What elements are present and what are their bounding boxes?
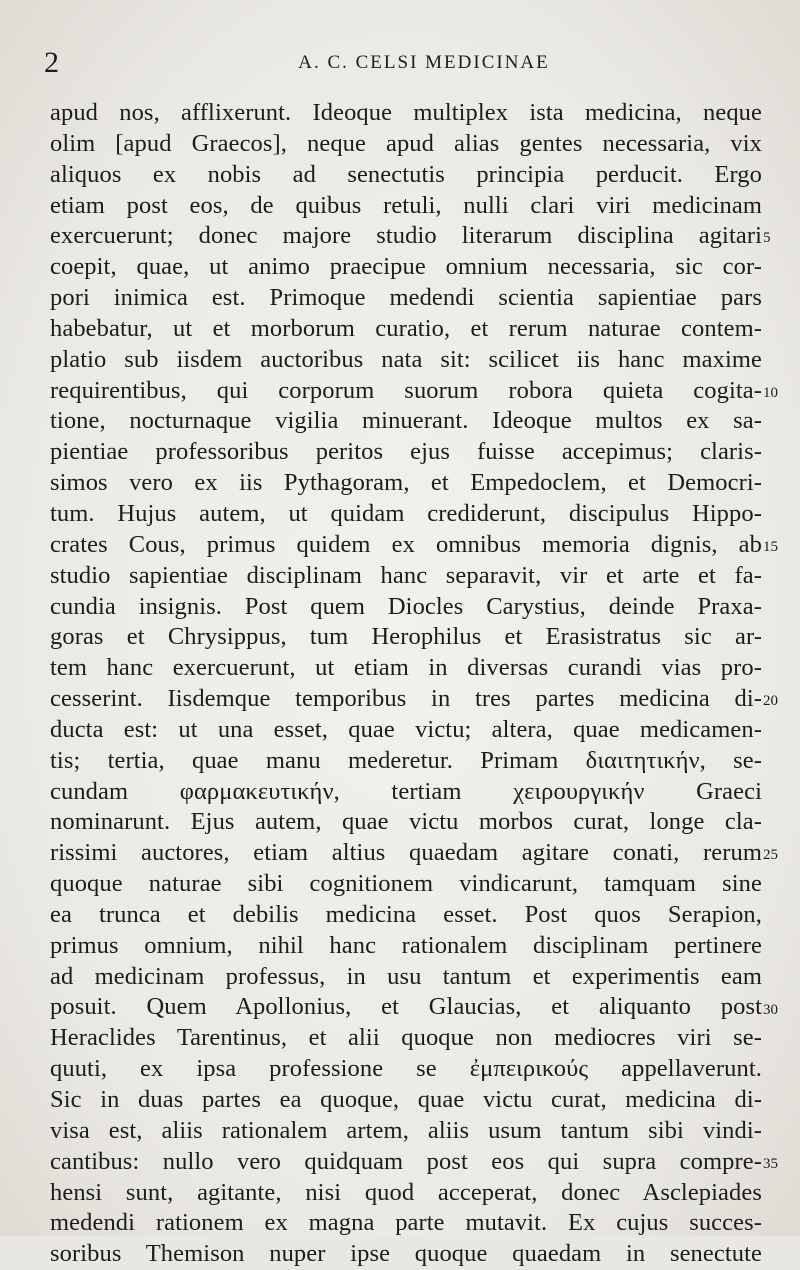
text-line: aliquos ex nobis ad senectutis principia perducit. Ergo: [50, 160, 762, 188]
text-line: platio sub iisdem auctoribus nata sit: scilicet iis hanc maxime: [50, 345, 762, 373]
text-line: tis; tertia, quae manu mederetur. Primam διαιτητικήν, se-: [50, 746, 762, 774]
margin-line-number: 20: [763, 693, 778, 710]
text-line: nominarunt. Ejus autem, quae victu morbos curat, longe cla-: [50, 808, 762, 836]
text-line: habebatur, ut et morborum curatio, et rerum naturae contem-: [50, 314, 762, 342]
text-line: quoque naturae sibi cognitionem vindicarunt, tamquam sine: [50, 870, 762, 898]
text-line: pientiae professoribus peritos ejus fuisse accepimus; claris-: [50, 438, 762, 466]
text-line: ducta est: ut una esset, quae victu; altera, quae medicamen-: [50, 715, 762, 743]
margin-line-number: 15: [763, 538, 778, 555]
page-header: [44, 46, 764, 80]
text-line: ad medicinam professus, in usu tantum et experimentis eam: [50, 962, 762, 990]
margin-line-number: 5: [763, 230, 771, 247]
body-text: [50, 98, 762, 1270]
text-line: tem hanc exercuerunt, ut etiam in diversas curandi vias pro-: [50, 654, 762, 682]
text-line: rissimi auctores, etiam altius quaedam agitare conati, rerum: [50, 839, 762, 867]
text-line: cantibus: nullo vero quidquam post eos qui supra compre-: [50, 1147, 762, 1175]
text-line: soribus Themison nuper ipse quoque quaedam in senectute: [50, 1240, 762, 1268]
text-line: cundam φαρμακευτικήν, tertiam χειρουργικήν Graeci: [50, 777, 762, 805]
text-line: coepit, quae, ut animo praecipue omnium necessaria, sic cor-: [50, 253, 762, 281]
text-line: primus omnium, nihil hanc rationalem disciplinam pertinere: [50, 931, 762, 959]
text-line: tione, nocturnaque vigilia minuerant. Ideoque multos ex sa-: [50, 407, 762, 435]
text-line: Heraclides Tarentinus, et alii quoque non mediocres viri se-: [50, 1024, 762, 1052]
margin-line-number: 35: [763, 1155, 778, 1172]
text-line: visa est, aliis rationalem artem, aliis usum tantum sibi vindi-: [50, 1116, 762, 1144]
margin-line-number: 25: [763, 847, 778, 864]
text-line: pori inimica est. Primoque medendi scientia sapientiae pars: [50, 284, 762, 312]
text-line: studio sapientiae disciplinam hanc separavit, vir et arte et fa-: [50, 561, 762, 589]
running-title: A. C. CELSI MEDICINAE: [298, 52, 550, 73]
text-line: simos vero ex iis Pythagoram, et Empedoclem, et Democri-: [50, 469, 762, 497]
text-line: requirentibus, qui corporum suorum robora quieta cogita-: [50, 376, 762, 404]
margin-line-number: 10: [763, 384, 778, 401]
text-line: posuit. Quem Apollonius, et Glaucias, et aliquanto post: [50, 993, 762, 1021]
text-line: cesserint. Iisdemque temporibus in tres partes medicina di-: [50, 685, 762, 713]
text-line: crates Cous, primus quidem ex omnibus memoria dignis, ab: [50, 530, 762, 558]
text-line: hensi sunt, agitante, nisi quod acceperat, donec Asclepiades: [50, 1178, 762, 1206]
text-line: exercuerunt; donec majore studio literarum disciplina agitari: [50, 222, 762, 250]
text-line: tum. Hujus autem, ut quidam crediderunt, discipulus Hippo-: [50, 499, 762, 527]
text-line: olim [apud Graecos], neque apud alias gentes necessaria, vix: [50, 129, 762, 157]
text-line: quuti, ex ipsa professione se ἐμπειρικούς appellaverunt.: [50, 1055, 762, 1083]
text-line: goras et Chrysippus, tum Herophilus et Erasistratus sic ar-: [50, 623, 762, 651]
page-number: 2: [44, 46, 59, 79]
text-line: apud nos, afflixerunt. Ideoque multiplex ista medicina, neque: [50, 99, 762, 126]
text-line: Sic in duas partes ea quoque, quae victu curat, medicina di-: [50, 1086, 762, 1113]
text-line: medendi rationem ex magna parte mutavit. Ex cujus succes-: [50, 1209, 762, 1237]
text-line: cundia insignis. Post quem Diocles Carystius, deinde Praxa-: [50, 592, 762, 620]
text-line: ea trunca et debilis medicina esset. Post quos Serapion,: [50, 900, 762, 928]
text-line: etiam post eos, de quibus retuli, nulli clari viri medicinam: [50, 191, 762, 219]
margin-line-number: 30: [763, 1001, 778, 1018]
